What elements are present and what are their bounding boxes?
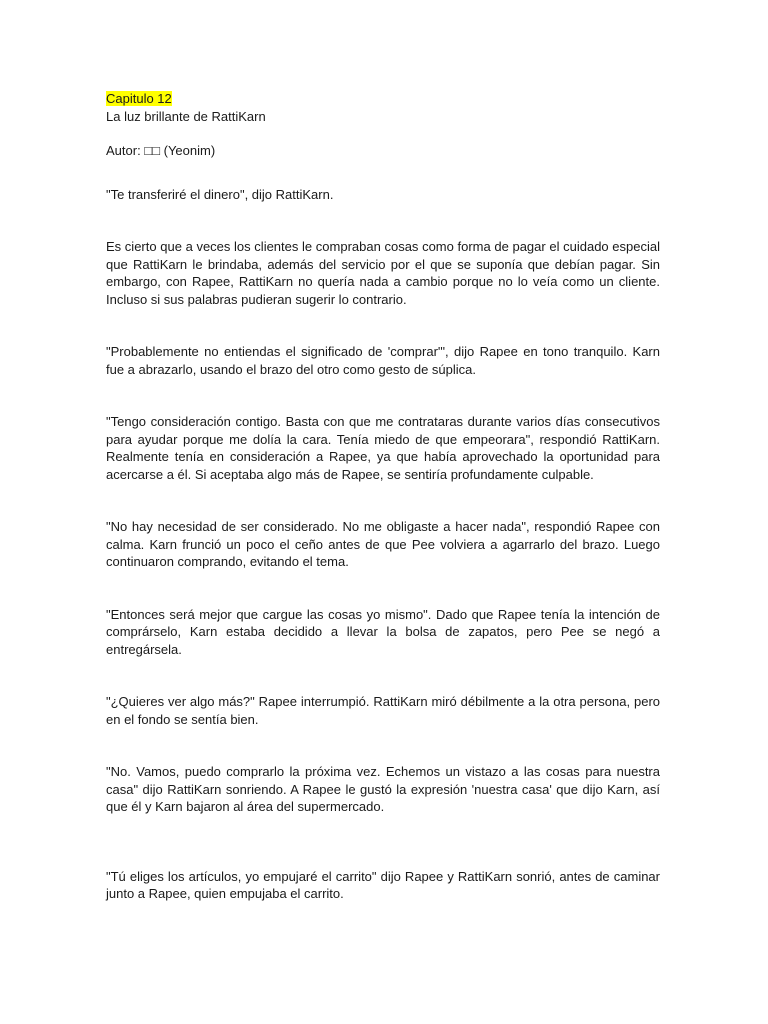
author-line: Autor: □□ (Yeonim) xyxy=(106,143,216,158)
chapter-label: Capitulo 12 xyxy=(106,91,172,106)
paragraph-5: "No hay necesidad de ser considerado. No me obligaste a hacer nada", respondió Rapee con calma. Karn frunció un poco el ceño antes de que Pee volviera a agarrarlo del brazo. Luego continuaron comprando, evitando el tema. xyxy=(106,519,660,569)
paragraph-8: "No. Vamos, puedo comprarlo la próxima vez. Echemos un vistazo a las cosas para nuestra casa" dijo RattiKarn sonriendo. A Rapee le gustó la expresión 'nuestra casa' que dijo Karn, así que él y Karn bajaron al área del supermercado. xyxy=(106,764,660,814)
document-page xyxy=(106,90,660,903)
paragraph-9: "Tú eliges los artículos, yo empujaré el carrito" dijo Rapee y RattiKarn sonrió, antes de caminar junto a Rapee, quien empujaba el carrito. xyxy=(106,868,660,901)
paragraph-2: Es cierto que a veces los clientes le compraban cosas como forma de pagar el cuidado especial que RattiKarn le brindaba, además del servicio por el que se suponía que debían pagar. Sin embargo, con Rapee, RattiKarn no quería nada a cambio porque no lo veía como un cliente. Incluso si sus palabras pudieran sugerir lo contrario. xyxy=(106,239,660,307)
chapter-heading xyxy=(106,90,660,108)
paragraph-1: "Te transferiré el dinero", dijo RattiKarn. xyxy=(106,186,334,202)
paragraph-6: "Entonces será mejor que cargue las cosas yo mismo". Dado que Rapee tenía la intención de comprárselo, Karn estaba decidido a llevar la bolsa de zapatos, pero Pee se negó a entregársela. xyxy=(106,606,660,657)
paragraph-3: "Probablemente no entiendas el significado de 'comprar'", dijo Rapee en tono tranquilo. Karn fue a abrazarlo, usando el brazo del otro como gesto de súplica. xyxy=(106,344,660,377)
paragraph-4: "Tengo consideración contigo. Basta con que me contrataras durante varios días consecutivos para ayudar porque me dolía la cara. Tenía miedo de que empeorara", respondió RattiKarn. Realmente tenía en consideración a Rapee, ya que había aprovechado la oportunidad para acercarse a él. Si aceptaba algo más de Rapee, se sentiría profundamente culpable. xyxy=(106,414,660,482)
chapter-title: La luz brillante de RattiKarn xyxy=(106,108,266,124)
paragraph-7: "¿Quieres ver algo más?" Rapee interrumpió. RattiKarn miró débilmente a la otra persona, pero en el fondo se sentía bien. xyxy=(106,694,660,727)
